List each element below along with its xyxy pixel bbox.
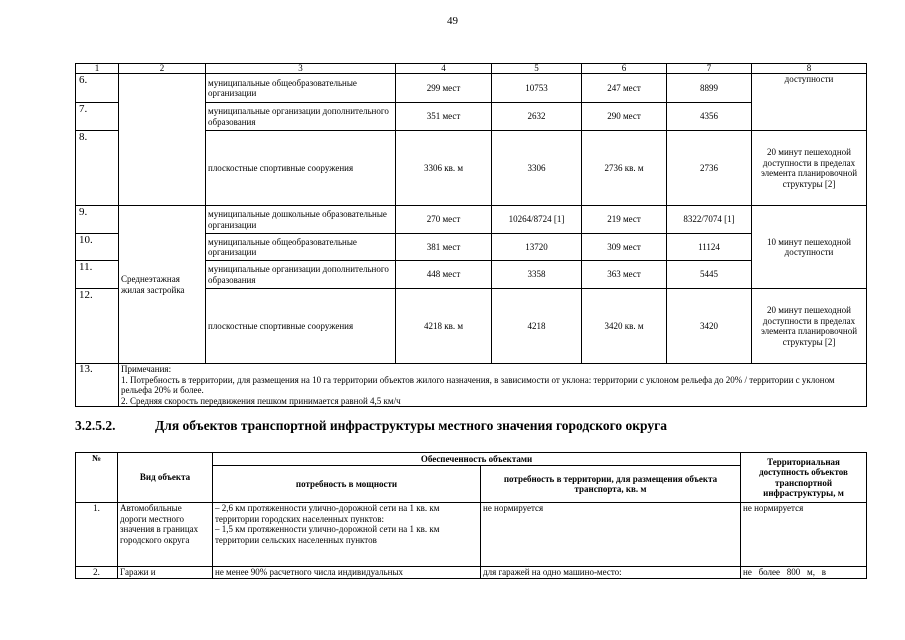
- header-accessibility: Территориальная доступность объектов транспортной инфраструктуры, м: [741, 453, 867, 503]
- capacity-cell: 3306 кв. м: [396, 131, 492, 206]
- row-number: 10.: [76, 234, 119, 261]
- territory-cell: 4218: [492, 289, 582, 364]
- col-number: 4: [396, 64, 492, 74]
- territory-cell: 10753: [492, 74, 582, 103]
- column-number-row: [76, 64, 867, 74]
- table-row: [76, 503, 867, 567]
- row-number: 13.: [76, 364, 119, 407]
- section-number: 3.2.5.2.: [75, 418, 116, 433]
- territory-cell: 3358: [492, 261, 582, 289]
- row-number: 11.: [76, 261, 119, 289]
- row-number: 7.: [76, 103, 119, 131]
- header-power: потребность в мощности: [213, 466, 481, 503]
- territory-cell: 3306: [492, 131, 582, 206]
- table-row: [76, 567, 867, 579]
- col-number: 6: [582, 64, 667, 74]
- page-number: 49: [447, 15, 458, 27]
- capacity-cell: 4218 кв. м: [396, 289, 492, 364]
- header-row: [76, 453, 867, 466]
- table-row: [76, 74, 867, 103]
- zone-cell-empty: [119, 74, 206, 206]
- object-type: муниципальные организации дополнительного образования: [206, 261, 396, 289]
- territory-cell: 8322/7074 [1]: [667, 206, 752, 234]
- col-number: 5: [492, 64, 582, 74]
- row-number: 1.: [76, 503, 118, 567]
- row-number: 8.: [76, 131, 119, 206]
- capacity-cell: 448 мест: [396, 261, 492, 289]
- header-supply: Обеспеченность объектами: [213, 453, 741, 466]
- row-number: 9.: [76, 206, 119, 234]
- power-requirement: не менее 90% расчетного числа индивидуальных: [213, 567, 481, 579]
- territory-cell: 5445: [667, 261, 752, 289]
- row-number: 2.: [76, 567, 118, 579]
- accessibility: не более 800 м, в: [741, 567, 867, 579]
- object-type: Автомобильные дороги местного значения в границах городского округа: [118, 503, 213, 567]
- notes-row: [76, 364, 867, 407]
- row-number: 6.: [76, 74, 119, 103]
- capacity-cell: 309 мест: [582, 234, 667, 261]
- territory-requirement: для гаражей на одно машино-место:: [481, 567, 741, 579]
- power-item: – 1,5 км протяженности улично-дорожной сети на 1 кв. км территории сельских населенных пунктов: [215, 524, 440, 545]
- notes-title: Примечания:: [121, 364, 172, 374]
- territory-cell: 4356: [667, 103, 752, 131]
- table-row: [76, 206, 867, 234]
- power-requirement: [213, 503, 481, 567]
- territory-cell: 2736: [667, 131, 752, 206]
- capacity-cell: 2736 кв. м: [582, 131, 667, 206]
- accessibility-cell: доступности: [752, 74, 867, 131]
- capacity-cell: 299 мест: [396, 74, 492, 103]
- territory-cell: 10264/8724 [1]: [492, 206, 582, 234]
- col-number: 1: [76, 64, 119, 74]
- object-type: муниципальные общеобразовательные организации: [206, 74, 396, 103]
- capacity-cell: 381 мест: [396, 234, 492, 261]
- territory-cell: 2632: [492, 103, 582, 131]
- zone-label: Среднеэтажная жилая застройка: [119, 206, 206, 364]
- accessibility: не нормируется: [741, 503, 867, 567]
- power-item: – 2,6 км протяженности улично-дорожной сети на 1 кв. км территории городских населенных пунктов:: [215, 503, 440, 524]
- header-territory: потребность в территории, для размещения объекта транспорта, кв. м: [481, 466, 741, 503]
- capacity-cell: 3420 кв. м: [582, 289, 667, 364]
- capacity-cell: 351 мест: [396, 103, 492, 131]
- object-type: плоскостные спортивные сооружения: [206, 131, 396, 206]
- section-title: Для объектов транспортной инфраструктуры местного значения городского округа: [155, 418, 667, 433]
- accessibility-cell: 20 минут пешеходной доступности в пределах элемента планировочной структуры [2]: [752, 131, 867, 206]
- row-number: 12.: [76, 289, 119, 364]
- header-object-type: Вид объекта: [118, 453, 213, 503]
- accessibility-cell: 10 минут пешеходной доступности: [752, 206, 867, 289]
- territory-requirement: не нормируется: [481, 503, 741, 567]
- capacity-cell: 363 мест: [582, 261, 667, 289]
- col-number: 3: [206, 64, 396, 74]
- territory-cell: 3420: [667, 289, 752, 364]
- note-2: 2. Средняя скорость передвижения пешком принимается равной 4,5 км/ч: [121, 395, 401, 406]
- col-number: 8: [752, 64, 867, 74]
- capacity-cell: 247 мест: [582, 74, 667, 103]
- territory-cell: 8899: [667, 74, 752, 103]
- capacity-cell: 270 мест: [396, 206, 492, 234]
- col-number: 7: [667, 64, 752, 74]
- capacity-cell: 290 мест: [582, 103, 667, 131]
- capacity-cell: 219 мест: [582, 206, 667, 234]
- transport-infrastructure-table: [75, 452, 867, 579]
- note-1: 1. Потребность в территории, для размещения на 10 га территории объектов жилого назначения, в зависимости от уклона: территории с уклоном рельефа до 20% / территории с уклоном рельефа 20% и более.: [121, 374, 835, 395]
- social-infrastructure-table: [75, 63, 867, 407]
- accessibility-cell: 20 минут пешеходной доступности в пределах элемента планировочной структуры [2]: [752, 289, 867, 364]
- object-type: муниципальные дошкольные образовательные организации: [206, 206, 396, 234]
- object-type: муниципальные организации дополнительного образования: [206, 103, 396, 131]
- territory-cell: 11124: [667, 234, 752, 261]
- col-number: 2: [119, 64, 206, 74]
- object-type: Гаражи и: [118, 567, 213, 579]
- object-type: плоскостные спортивные сооружения: [206, 289, 396, 364]
- notes-cell: [119, 364, 867, 407]
- header-number: №: [76, 453, 118, 503]
- object-type: муниципальные общеобразовательные организации: [206, 234, 396, 261]
- section-heading: [75, 418, 667, 434]
- territory-cell: 13720: [492, 234, 582, 261]
